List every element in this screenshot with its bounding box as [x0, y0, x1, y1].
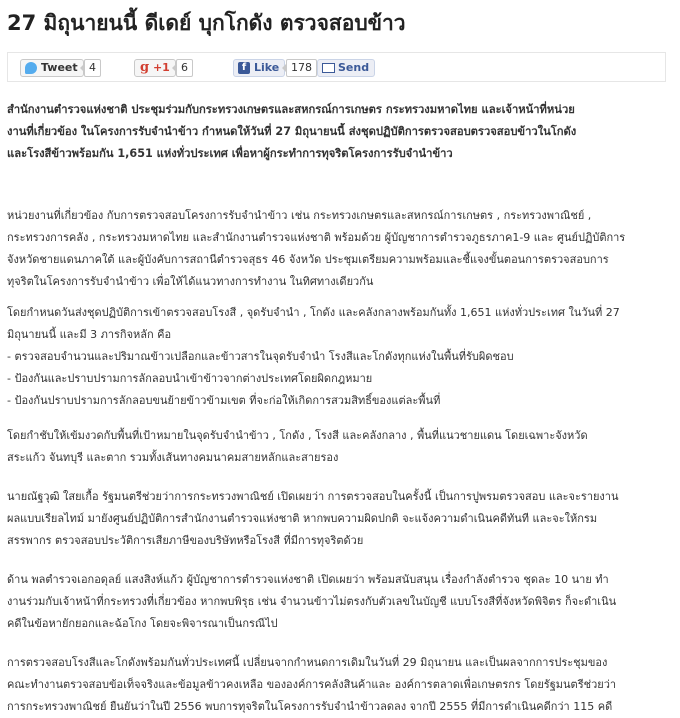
- paragraph-line: ด้าน พลตำรวจเอกอดุลย์ แสงสิงห์แก้ว ผู้บัญชาการตำรวจแห่งชาติ เปิดเผยว่า พร้อมสนับสนุน เรื่องกำลังตำรวจ ชุดละ 10 นาย ทำ: [7, 573, 609, 586]
- facebook-icon: f: [238, 62, 250, 74]
- paragraph-schedule: [7, 302, 669, 412]
- paragraph-line: มิถุนายนนี้ และมี 3 ภารกิจหลัก คือ: [7, 328, 172, 341]
- facebook-like-label: Like: [254, 61, 280, 74]
- paragraph-line: หน่วยงานที่เกี่ยวข้อง กับการตรวจสอบโครงการรับจำนำข้าว เช่น กระทรวงเกษตรและสหกรณ์การเกษตร , กระทรวงพาณิชย์ ,: [7, 209, 592, 222]
- paragraph-schedule-change: [7, 652, 669, 718]
- lead-line: และโรงสีข้าวพร้อมกัน 1,651 แห่งทั่วประเทศ เพื่อหาผู้กระทำการทุจริตโครงการรับจำนำข้าว: [7, 147, 453, 160]
- google-plus-icon: g: [140, 60, 150, 75]
- google-plus-count: 6: [176, 59, 193, 77]
- paragraph-line: นายณัฐวุฒิ ใสยเกื้อ รัฐมนตรีช่วยว่าการกระทรวงพาณิชย์ เปิดเผยว่า การตรวจสอบในครั้งนี้ เป็นการปูพรมตรวจสอบ และจะรายงาน: [7, 490, 619, 503]
- paragraph-commerce-minister: [7, 486, 669, 552]
- paragraph-line: กระทรวงการคลัง , กระทรวงมหาดไทย และสำนักงานตำรวจแห่งชาติ พร้อมด้วย ผู้บัญชาการตำรวจภูธรภาค1-9 และ ศูนย์ปฏิบัติการ: [7, 231, 626, 244]
- facebook-like-button[interactable]: [233, 59, 285, 77]
- tweet-label: Tweet: [41, 61, 78, 74]
- lead-line: สำนักงานตำรวจแห่งชาติ ประชุมร่วมกับกระทรวงเกษตรและสหกรณ์การเกษตร กระทรวงมหาดไทย และเจ้าหน้าที่หน่วย: [7, 103, 575, 116]
- paragraph-line: การกระทรวงพาณิชย์ ยืนยันว่าในปี 2556 พบการทุจริตในโครงการรับจำนำข้าวลดลง จากปี 2555 ที่มีการดำเนินคดีกว่า 115 คดี: [7, 700, 613, 713]
- paragraph-line: - ป้องกันและปราบปรามการลักลอบนำเข้าข้าวจากต่างประเทศโดยผิดกฎหมาย: [7, 372, 373, 385]
- paragraph-line: งานร่วมกับเจ้าหน้าที่กระทรวงที่เกี่ยวข้อง หากพบพิรุธ เช่น จำนวนข้าวไม่ตรงกับตัวเลขในบัญชี แบบโรงสีที่จังหวัดพิจิตร ก็จะดำเนิน: [7, 595, 617, 608]
- article-lead: [7, 99, 667, 165]
- article-title: 27 มิถุนายนนี้ ดีเดย์ บุกโกดัง ตรวจสอบข้าว: [7, 11, 406, 35]
- paragraph-line: ผลแบบเรียลไทม์ มายังศูนย์ปฏิบัติการสำนักงานตำรวจแห่งชาติ หากพบความผิดปกติ จะแจ้งความดำเนินคดีทันที และจะให้กรม: [7, 512, 598, 525]
- paragraph-line: โดยกำชับให้เข้มงวดกับพื้นที่เป้าหมายในจุดรับจำนำข้าว , โกดัง , โรงสี และคลังกลาง , พื้นที่แนวชายแดน โดยเฉพาะจังหวัด: [7, 429, 588, 442]
- paragraph-line: - ป้องกันปราบปรามการลักลอบขนย้ายข้าวข้ามเขต ที่จะก่อให้เกิดการสวมสิทธิ์ของแต่ละพื้นที่: [7, 394, 441, 407]
- paragraph-targets: [7, 425, 669, 469]
- paragraph-line: สระแก้ว จันทบุรี และตาก รวมทั้งเส้นทางคมนาคมสายหลักและสายรอง: [7, 451, 339, 464]
- send-button[interactable]: [317, 59, 375, 77]
- paragraph-police-chief: [7, 569, 669, 635]
- google-plus-button[interactable]: [134, 59, 176, 77]
- lead-line: งานที่เกี่ยวข้อง ในโครงการรับจำนำข้าว กำหนดให้วันที่ 27 มิถุนายนนี้ ส่งชุดปฏิบัติการตรวจสอบตรวจสอบข้าวในโกดัง: [7, 125, 577, 138]
- paragraph-line: โดยกำหนดวันส่งชุดปฏิบัติการเข้าตรวจสอบโรงสี , จุดรับจำนำ , โกดัง และคลังกลางพร้อมกันทั้ง 1,651 แห่งทั่วประเทศ ในวันที่ 27: [7, 306, 620, 319]
- paragraph-line: - ตรวจสอบจำนวนและปริมาณข้าวเปลือกและข้าวสารในจุดรับจำนำ โรงสีและโกดังทุกแห่งในพื้นที่รับผิดชอบ: [7, 350, 514, 363]
- twitter-icon: [25, 62, 37, 74]
- tweet-count: 4: [84, 59, 101, 77]
- share-bar: [7, 52, 666, 82]
- paragraph-line: การตรวจสอบโรงสีและโกดังพร้อมกันทั่วประเทศนี้ เปลี่ยนจากกำหนดการเดิมในวันที่ 29 มิถุนายน และเป็นผลจากการประชุมของ: [7, 656, 608, 669]
- send-label: Send: [338, 61, 370, 74]
- paragraph-line: ทุจริตในโครงการรับจำนำข้าว เพื่อให้ได้แนวทางการทำงาน ในทิศทางเดียวกัน: [7, 275, 374, 288]
- paragraph-line: คดีในข้อหายักยอกและฉ้อโกง โดยจะพิจารณาเป็นกรณีไป: [7, 617, 278, 630]
- tweet-button[interactable]: [20, 59, 84, 77]
- paragraph-line: คณะทำงานตรวจสอบข้อเท็จจริงและข้อมูลข้าวคงเหลือ ขององค์การคลังสินค้าและ องค์การตลาดเพื่อเกษตรกร โดยรัฐมนตรีช่วยว่า: [7, 678, 617, 691]
- google-plus-label: +1: [152, 61, 170, 74]
- facebook-like-count: 178: [286, 59, 317, 77]
- paragraph-line: จังหวัดชายแดนภาคใต้ และผู้บังคับการสถานีตำรวจสุธร 46 จังหวัด ประชุมเตรียมความพร้อมและชี้แจงขั้นตอนการตรวจสอบการ: [7, 253, 609, 266]
- paragraph-line: สรรพากร ตรวจสอบประวัติการเสียภาษีของบริษัทหรือโรงสี ที่มีการทุจริตด้วย: [7, 534, 364, 547]
- paragraph-agencies: [7, 205, 669, 293]
- envelope-icon: [322, 63, 335, 73]
